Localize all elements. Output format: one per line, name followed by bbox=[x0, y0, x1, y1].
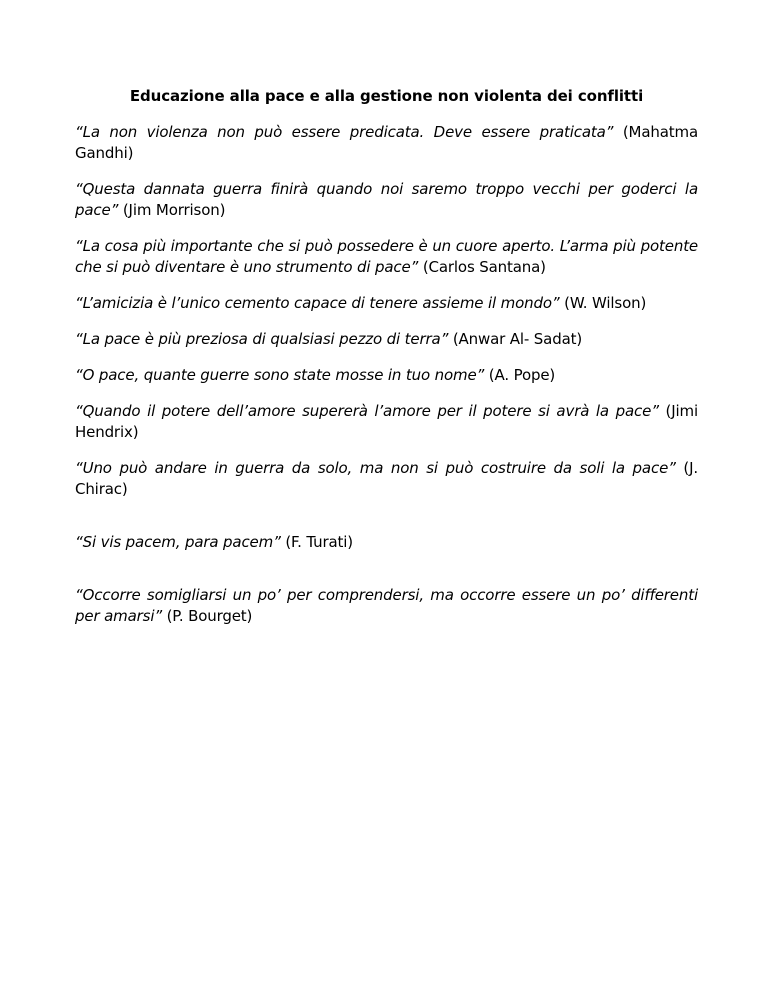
quote-item bbox=[75, 585, 698, 627]
quote-item bbox=[75, 401, 698, 443]
quote-text: “Quando il potere dell’amore supererà l’amore per il potere si avrà la pace” bbox=[75, 402, 659, 420]
quote-author: (F. Turati) bbox=[285, 533, 353, 551]
quote-author: (Carlos Santana) bbox=[422, 258, 546, 276]
quote-text: “Si vis pacem, para pacem” bbox=[75, 533, 281, 551]
quote-text: “La cosa più importante che si può possedere è un cuore aperto. L’arma più potente che si può diventare è uno strumento di pace” bbox=[75, 237, 698, 276]
quote-author: (J. Chirac) bbox=[75, 459, 698, 498]
quote-text: “La pace è più preziosa di qualsiasi pezzo di terra” bbox=[75, 330, 449, 348]
quote-text: “Questa dannata guerra finirà quando noi saremo troppo vecchi per goderci la pace” bbox=[75, 180, 698, 219]
document-title: Educazione alla pace e alla gestione non violenta dei conflitti bbox=[129, 87, 644, 105]
quote-text: “Occorre somigliarsi un po’ per comprendersi, ma occorre essere un po’ differenti per amarsi” bbox=[75, 586, 698, 625]
quote-item bbox=[75, 236, 698, 278]
quote-item bbox=[75, 329, 698, 350]
document-page bbox=[75, 86, 698, 642]
quote-author: (P. Bourget) bbox=[166, 607, 253, 625]
quote-text: “Uno può andare in guerra da solo, ma non si può costruire da soli la pace” bbox=[75, 459, 676, 477]
quote-text: “O pace, quante guerre sono state mosse in tuo nome” bbox=[75, 366, 485, 384]
quote-author: (Jim Morrison) bbox=[122, 201, 226, 219]
quote-item bbox=[75, 365, 698, 386]
quote-item bbox=[75, 122, 698, 164]
quote-author: (Jimi Hendrix) bbox=[75, 402, 698, 441]
quote-author: (Mahatma Gandhi) bbox=[75, 123, 698, 162]
quote-item bbox=[75, 458, 698, 500]
quote-item bbox=[75, 532, 698, 553]
quote-item bbox=[75, 293, 698, 314]
quote-author: (W. Wilson) bbox=[564, 294, 647, 312]
quote-item bbox=[75, 179, 698, 221]
quote-text: “La non violenza non può essere predicata. Deve essere praticata” bbox=[75, 123, 614, 141]
quote-author: (A. Pope) bbox=[488, 366, 556, 384]
quote-text: “L’amicizia è l’unico cemento capace di tenere assieme il mondo” bbox=[75, 294, 560, 312]
quote-author: (Anwar Al- Sadat) bbox=[452, 330, 583, 348]
